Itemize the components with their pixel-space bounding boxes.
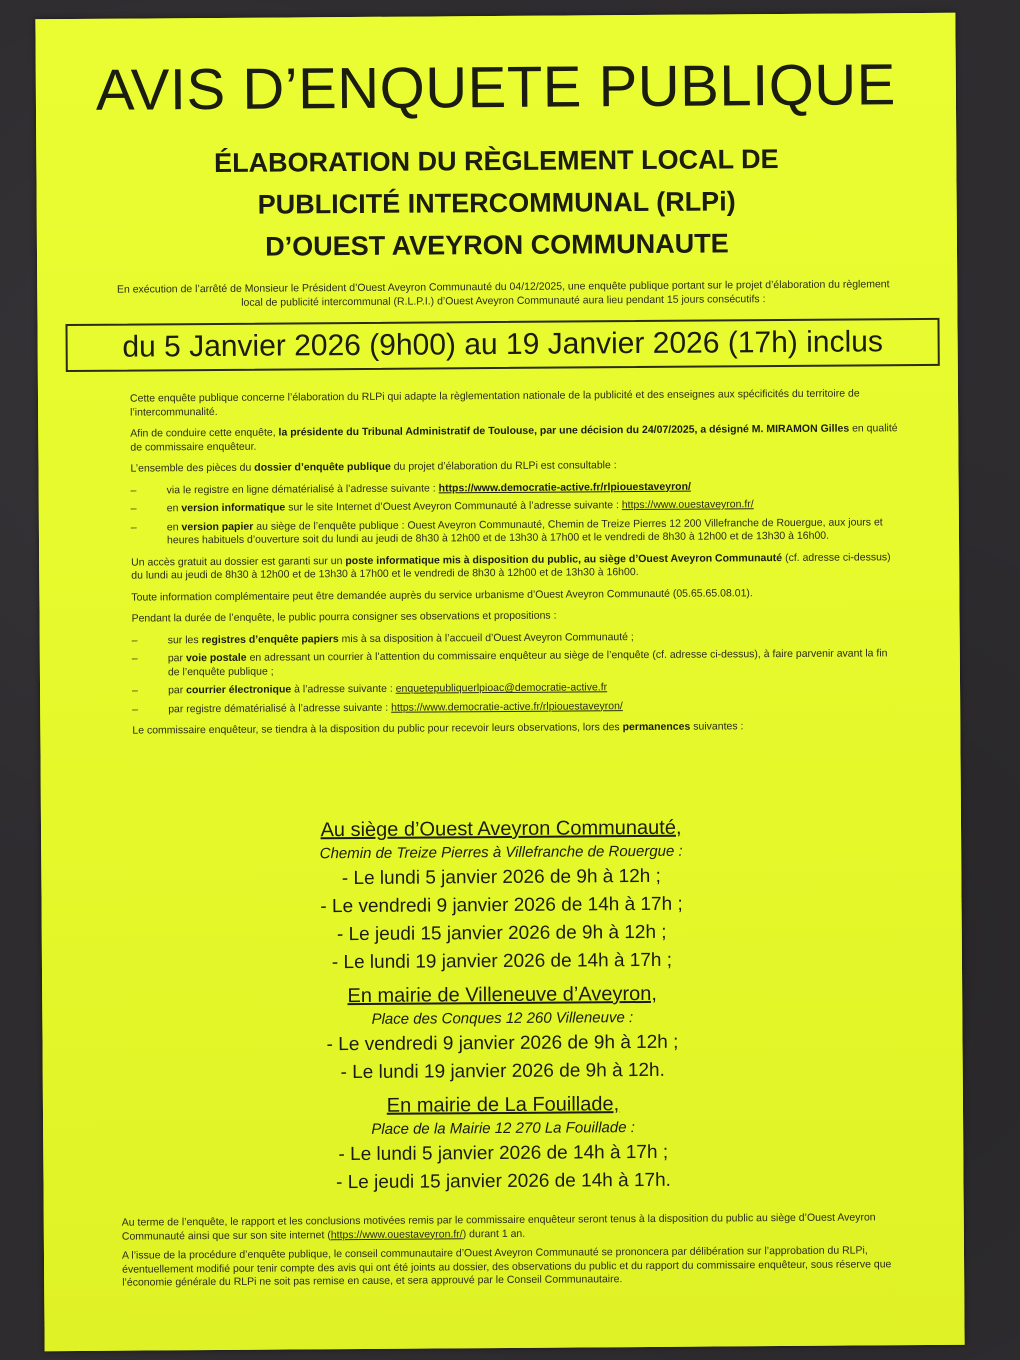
website-link[interactable]: https://www.ouestaveyron.fr/ [621,498,754,512]
location-title: Au siège d’Ouest Aveyron Communauté, [320,816,682,842]
time-slot: - Le jeudi 15 janvier 2026 de 14h à 17h. [335,1169,671,1194]
online-register-link[interactable]: https://www.democratie-active.fr/rlpiouestaveyron/ [438,480,691,494]
footer-approval: A l’issue de la procédure d’enquête publique, le conseil communautaire d’Ouest Aveyron Communauté se prononcera par délibération sur l’approbation du RLPi, éventuellement modifié pour tenir compte des avis qui ont été joints au dossier, des observations du public et du rapport du commissaire enquêteur, sous réserve que l’économie générale du RLPi ne soit pas remise en cause, et sera approuvé par le Conseil Communautaire. [121,1244,892,1289]
observations-list [132,629,901,717]
footer-notes [122,1211,905,1296]
paragraph-scope: Cette enquête publique concerne l’élaboration du RLPi qui adapte la règlementation nationale de la publicité et des enseignes aux spécificités du territoire de l’intercommunalité. [129,387,860,419]
paragraph-observations: Pendant la durée de l’enquête, le public pourra consigner ses observations et propositions : [131,609,557,625]
paragraph-permanences: Le commissaire enquêteur, se tiendra à la disposition du public pour recevoir leurs observations, lors des permanences suivantes : [132,720,744,737]
register-link[interactable]: https://www.democratie-active.fr/rlpiouestaveyron/ [391,699,623,714]
list-item: – par courrier électronique à l’adresse suivante : enquetepubliquerlpioac@democratie-active.fr [132,679,900,698]
consultation-list [131,479,899,548]
location-address: Place des Conques 12 260 Villeneuve : [371,1009,634,1028]
subtitle-line-3: D’OUEST AVEYRON COMMUNAUTE [265,228,729,262]
time-slot: - Le jeudi 15 janvier 2026 de 9h à 12h ; [336,921,667,946]
list-item: – par voie postale en adressant un courrier à l’attention du commissaire enquêteur au siège de l’enquête (cf. adresse ci-dessus), à faire parvenir avant la fin de l’enquête publique ; [132,647,900,679]
list-item: – par registre dématérialisé à l’adresse suivante : https://www.democratie-active.fr/rlpiouestaveyron/ [132,698,900,717]
location-address: Chemin de Treize Pierres à Villefranche de Rouergue : [319,842,683,863]
time-slot: - Le lundi 5 janvier 2026 de 9h à 12h ; [341,865,661,890]
subtitle-line-1: ÉLABORATION DU RÈGLEMENT LOCAL DE [214,144,779,178]
permanences-section [41,813,964,1205]
time-slot: - Le lundi 5 janvier 2026 de 14h à 17h ; [338,1141,669,1166]
intro-paragraph: En exécution de l’arrêté de Monsieur le Président d’Ouest Aveyron Communauté du 04/12/2025, une enquête publique portant sur le projet d’élaboration du règlement local de publicité intercommunal (R.L.P.I.) d’Ouest Aveyron Communauté aura lieu pendant 15 jours consécutifs : [116,278,890,309]
paragraph-info: Toute information complémentaire peut être demandée auprès du service urbanisme d’Ouest Aveyron Communauté (05.65.65.08.01). [131,586,753,604]
time-slot: - Le lundi 19 janvier 2026 de 9h à 12h. [340,1059,665,1084]
permanence-group [42,979,963,1089]
time-slot: - Le lundi 19 janvier 2026 de 14h à 17h ; [331,949,673,974]
permanence-group [43,1089,964,1199]
location-title: En mairie de Villeneuve d’Aveyron, [347,982,657,1008]
paragraph-commissioner: Afin de conduire cette enquête, la présidente du Tribunal Administratif de Toulouse, par une décision du 24/07/2025, a désigné M. MIRAMON Gilles en qualité de commissaire enquêteur. [130,422,898,454]
footer-report: Au terme de l’enquête, le rapport et les conclusions motivées remis par le commissaire enquêteur seront tenus à la disposition du public au siège d’Ouest Aveyron Communauté ainsi que sur son site internet (https://www.ouestaveyron.fr/) durant 1 an. [121,1211,876,1243]
list-item: – en version papier au siège de l’enquête publique : Ouest Aveyron Communauté, Chemin de Treize Pierres 12 200 Villefranche de Rouergue, aux jours et heures habituels d’ouverture soit du lundi au jeudi de 8h30 à 12h00 et de 13h30 à 17h00 et le vendredi de 8h30 à 12h00 et de 13h30 à 16h00. [131,516,899,548]
time-slot: - Le vendredi 9 janvier 2026 de 14h à 17h ; [320,893,683,918]
subtitle [36,137,957,269]
list-item: – via le registre en ligne dématérialisé à l’adresse suivante : https://www.democratie-active.fr/rlpiouestaveyron/ [131,479,899,498]
permanence-group [41,813,962,979]
page-title: AVIS D’ENQUETE PUBLIQUE [95,52,897,123]
list-item: – en version informatique sur le site Internet d’Ouest Aveyron Communauté à l’adresse suivante : https://www.ouestaveyron.fr/ [131,497,899,516]
list-item: – sur les registres d’enquête papiers mis à sa disposition à l’accueil d’Ouest Aveyron Communauté ; [132,629,900,648]
paragraph-free-access: Un accès gratuit au dossier est garanti sur un poste informatique mis à disposition du public, au siège d’Ouest Aveyron Communauté (cf. adresse ci-dessus) du lundi au jeudi de 8h30 à 12h00 et de 13h30 à 17h00 et le vendredi de 8h30 à 12h00 et de 13h30 à 16h00. [131,550,891,582]
poster [35,13,964,1351]
email-link[interactable]: enquetepubliquerlpioac@democratie-active.fr [395,681,608,695]
footer-website-link[interactable]: https://www.ouestaveyron.fr/ [330,1227,463,1241]
subtitle-line-2: PUBLICITÉ INTERCOMMUNAL (RLPi) [257,186,736,220]
time-slot: - Le vendredi 9 janvier 2026 de 9h à 12h ; [326,1031,679,1056]
location-title: En mairie de La Fouillade, [386,1093,620,1117]
location-address: Place de la Mairie 12 270 La Fouillade : [371,1119,635,1138]
paragraph-dossier: L’ensemble des pièces du dossier d’enquête publique du projet d’élaboration du RLPi est consultable : [130,459,617,475]
notice-body [130,387,900,746]
enquiry-dates-box: du 5 Janvier 2026 (9h00) au 19 Janvier 2026 (17h) inclus [65,318,939,372]
